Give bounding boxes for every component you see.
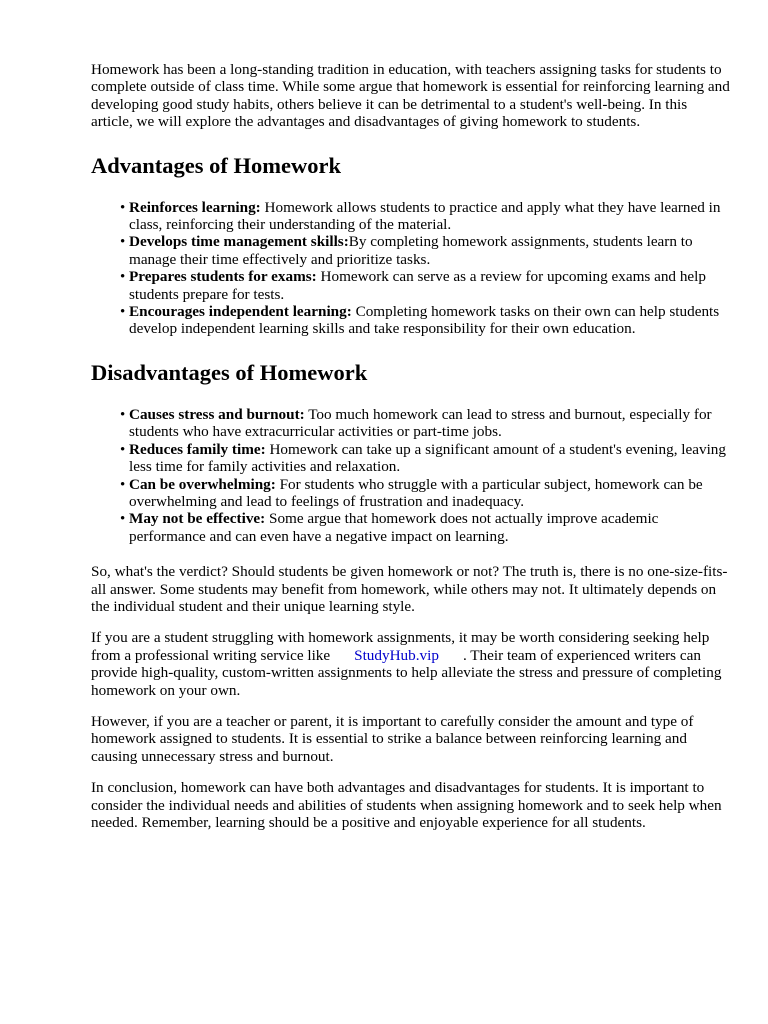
list-item bbox=[120, 233, 731, 268]
item-term: Can be overwhelming: bbox=[129, 475, 276, 493]
list-item bbox=[120, 268, 731, 303]
list-item bbox=[120, 440, 731, 476]
bullet-icon: • bbox=[120, 269, 126, 286]
help-paragraph bbox=[91, 629, 731, 699]
studyhub-link[interactable]: StudyHub.vip bbox=[354, 646, 439, 664]
verdict-paragraph: So, what's the verdict? Should students be given homework or not? The truth is, there is no one-size-fits-all answer. Some students may benefit from homework, while others may not. It ultimately depends on the individual student and their unique learning style. bbox=[91, 563, 728, 615]
list-item bbox=[120, 510, 731, 545]
item-text: Homework can take up a significant amount of a student's evening, leaving less time for family activities and relaxation. bbox=[129, 440, 726, 476]
bullet-icon: • bbox=[120, 304, 126, 321]
item-text: Homework can serve as a review for upcoming exams and help students prepare for tests. bbox=[129, 268, 706, 303]
item-term: Prepares students for exams: bbox=[129, 268, 317, 286]
advantages-list bbox=[91, 199, 731, 338]
item-term: May not be effective: bbox=[129, 510, 266, 528]
item-text: Completing homework tasks on their own can help students develop independent learning skills and take responsibility for their own education. bbox=[129, 303, 720, 338]
help-text-after: . Their team of experienced writers can provide high-quality, custom-written assignments to help alleviate the stress and pressure of completing homework on your own. bbox=[91, 646, 722, 699]
item-term: Causes stress and burnout: bbox=[129, 405, 305, 423]
item-text: By completing homework assignments, students learn to manage their time effectively and prioritize tasks. bbox=[129, 233, 693, 268]
bullet-icon: • bbox=[120, 476, 126, 493]
teacher-paragraph: However, if you are a teacher or parent, it is important to carefully consider the amount and type of homework assigned to students. It is essential to strike a balance between reinforcing learning and causing unnecessary stress and burnout. bbox=[91, 712, 694, 765]
disadvantages-list bbox=[91, 406, 731, 545]
bullet-icon: • bbox=[120, 511, 126, 528]
item-text: Some argue that homework does not actually improve academic performance and can even have a negative impact on learning. bbox=[129, 510, 659, 545]
list-item bbox=[120, 405, 731, 441]
item-term: Reduces family time: bbox=[129, 440, 266, 458]
list-item bbox=[120, 303, 731, 338]
bullet-icon: • bbox=[120, 406, 126, 423]
bullet-icon: • bbox=[120, 441, 126, 458]
item-text: For students who struggle with a particular subject, homework can be overwhelming and lead to feelings of frustration and inadequacy. bbox=[129, 475, 703, 510]
item-term: Develops time management skills: bbox=[129, 233, 349, 251]
advantages-heading: Advantages of Homework bbox=[91, 152, 341, 178]
help-text-before: If you are a student struggling with homework assignments, it may be worth considering seeking help from a professional writing service like bbox=[91, 629, 710, 664]
list-item bbox=[120, 475, 731, 511]
bullet-icon: • bbox=[120, 199, 126, 216]
bullet-icon: • bbox=[120, 234, 126, 251]
document-page bbox=[91, 61, 731, 831]
disadvantages-heading: Disadvantages of Homework bbox=[91, 359, 368, 385]
item-text: Too much homework can lead to stress and burnout, especially for students who have extracurricular activities or part-time jobs. bbox=[129, 405, 712, 441]
item-text: Homework allows students to practice and apply what they have learned in class, reinforcing their understanding of the material. bbox=[129, 198, 721, 234]
item-term: Encourages independent learning: bbox=[129, 303, 352, 321]
intro-paragraph: Homework has been a long-standing tradition in education, with teachers assigning tasks for students to complete outside of class time. While some argue that homework is essential for reinforcing learning and developing good study habits, others believe it can be detrimental to a student's well-being. In this article, we will explore the advantages and disadvantages of giving homework to students. bbox=[91, 61, 730, 131]
conclusion-paragraph: In conclusion, homework can have both advantages and disadvantages for students. It is important to consider the individual needs and abilities of students when assigning homework and to seek help when needed. Remember, learning should be a positive and enjoyable experience for all students. bbox=[91, 779, 722, 831]
list-item bbox=[120, 198, 731, 234]
item-term: Reinforces learning: bbox=[129, 198, 261, 216]
